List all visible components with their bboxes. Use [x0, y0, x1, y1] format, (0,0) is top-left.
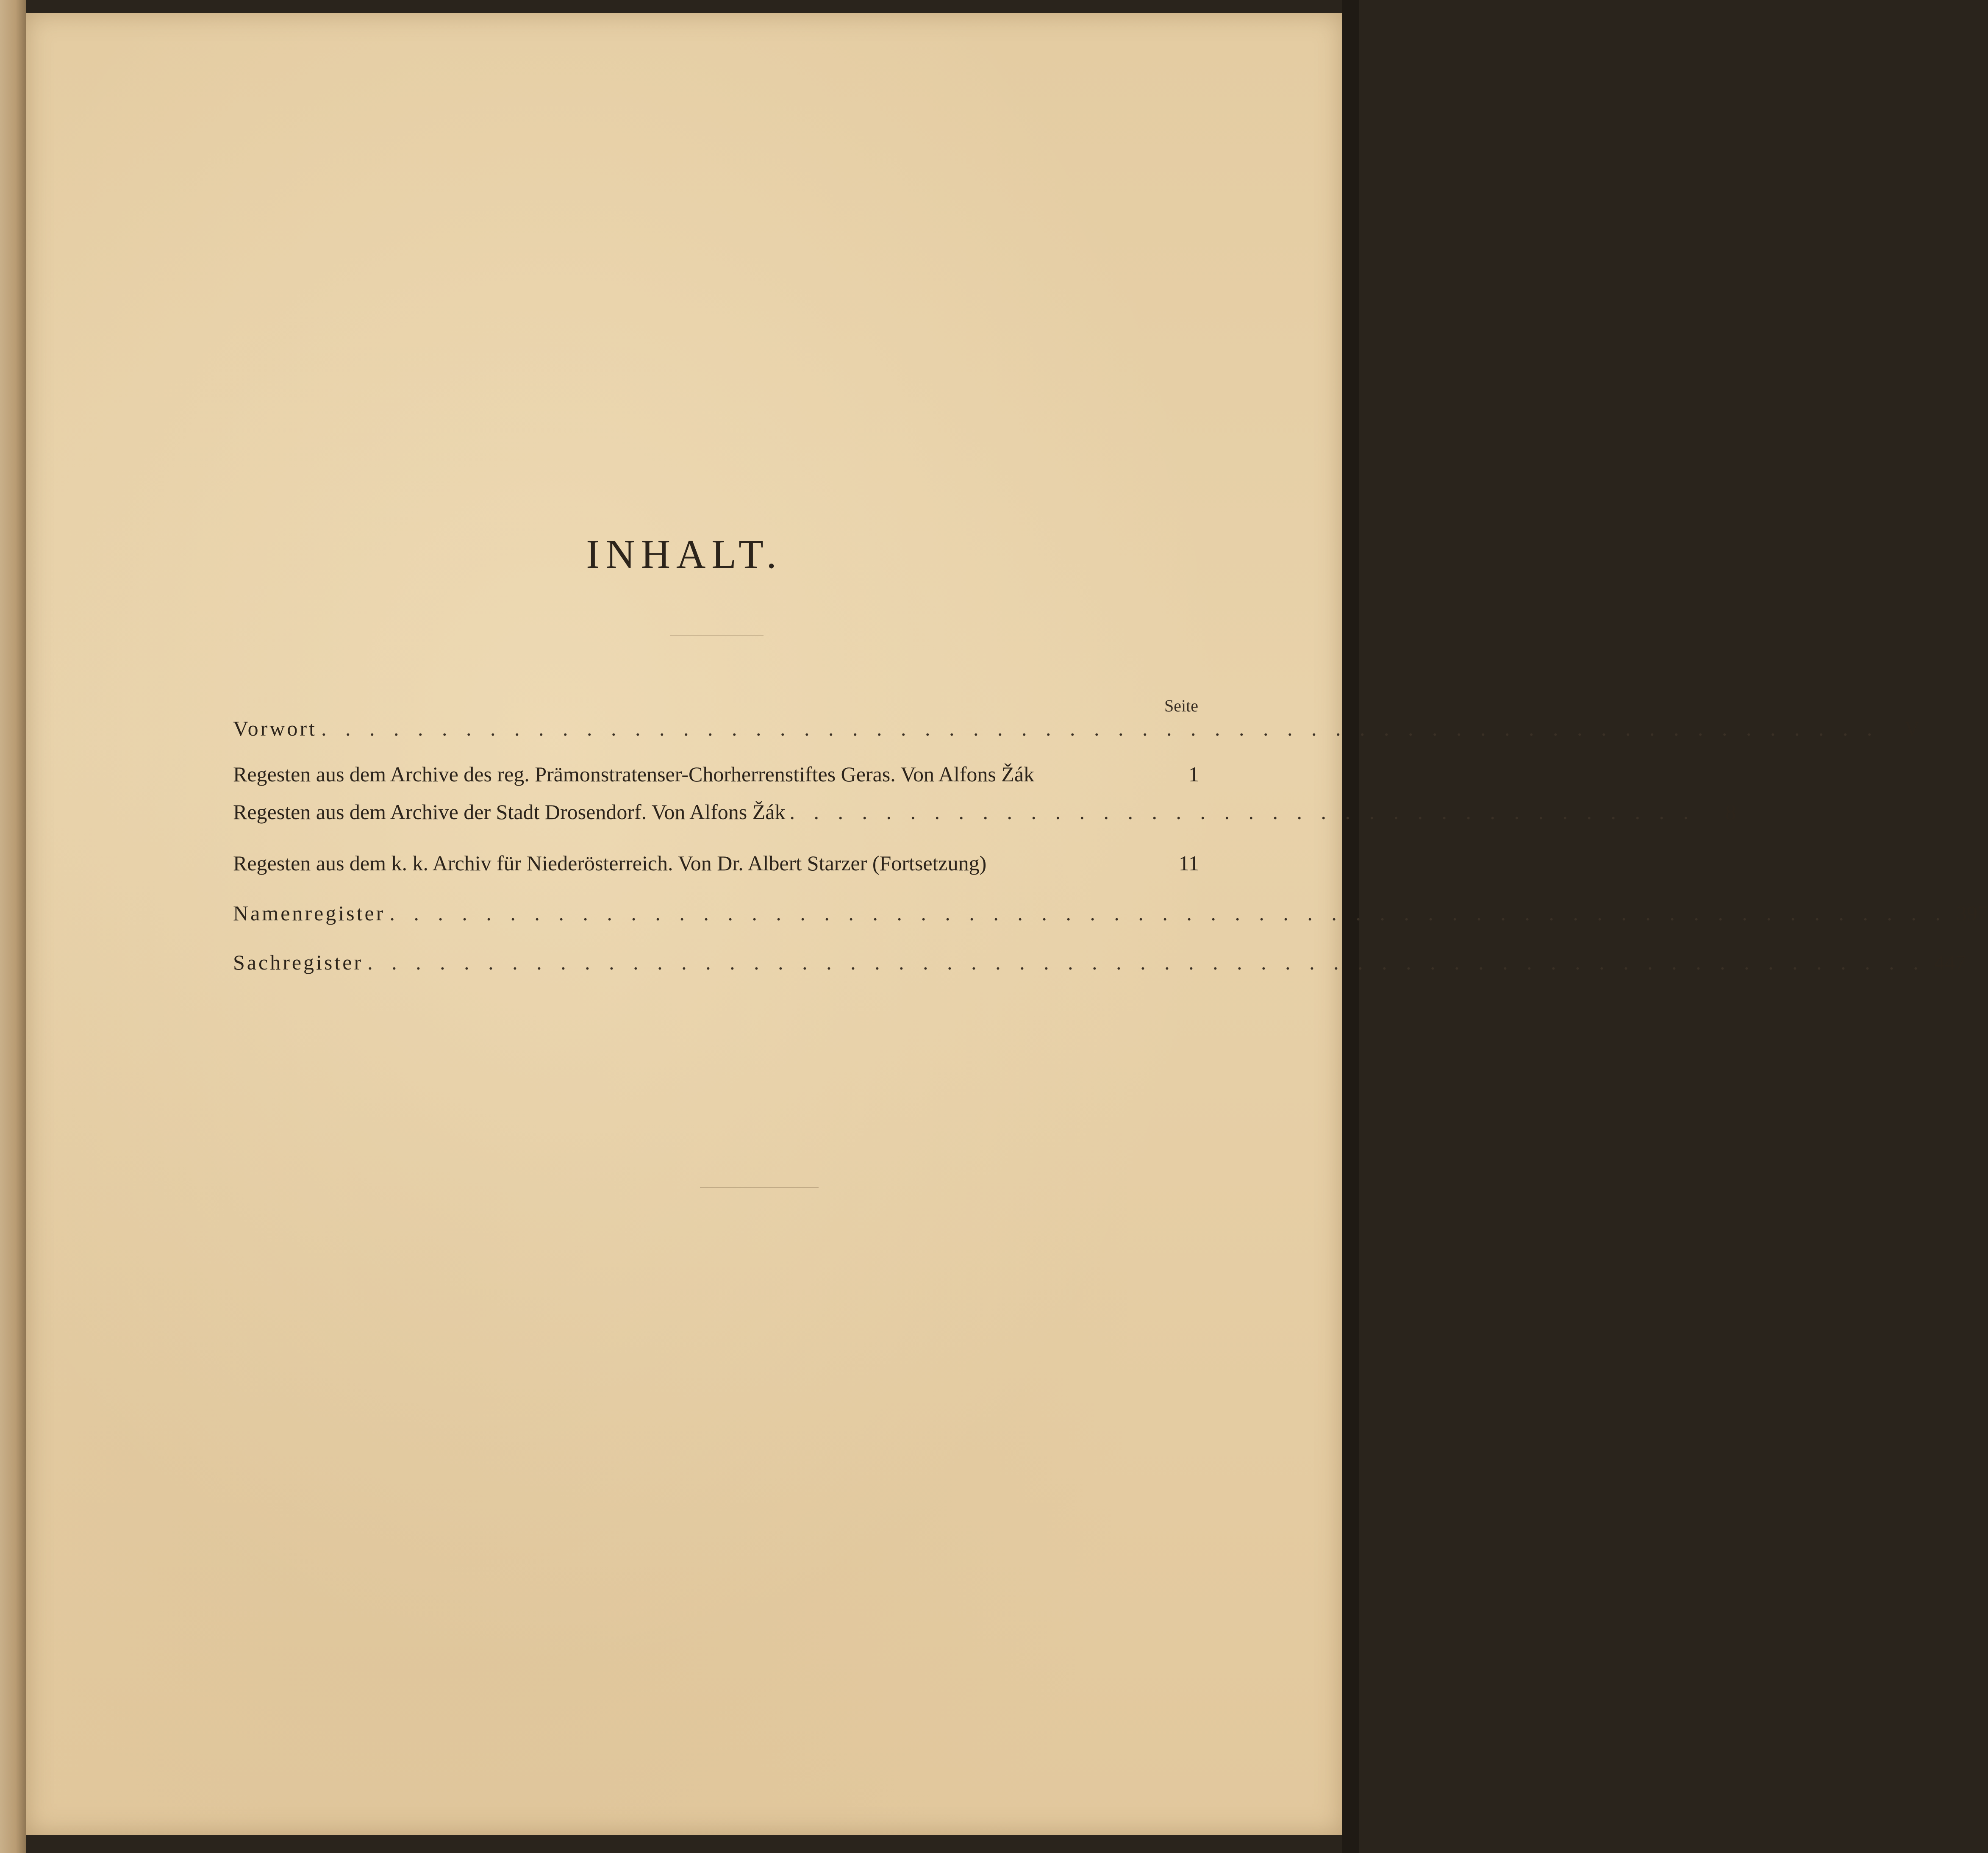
- toc-entry-label: Regesten aus dem Archive des reg. Prämonstratenser-Chorherrenstiftes Geras. Von Alfons Žák: [233, 762, 1035, 786]
- toc-dot-leader: . . . . . . . . . . . . . . . . . . . . . . . . . . . . . . . . . . . . . . . . . . . . . . . . . . . . . . . . . . . . . . . . .: [367, 950, 1925, 974]
- table-of-contents: [233, 716, 1988, 974]
- toc-entry-sachregister: [233, 950, 1966, 975]
- toc-entry-vorwort: [233, 716, 1920, 742]
- book-binding-right: [1342, 0, 1359, 1853]
- decorative-rule-top: [670, 635, 764, 636]
- toc-entry-label: Sachregister: [233, 950, 364, 974]
- toc-entry-label: Regesten aus dem Archive der Stadt Drosendorf. Von Alfons Žák: [233, 800, 786, 824]
- toc-entry-page: 8: [1725, 800, 1736, 824]
- book-binding-left: [0, 0, 26, 1853]
- toc-entry-page: 447: [1934, 950, 1966, 974]
- toc-entry-page: 397: [1956, 901, 1988, 925]
- toc-entry-niederoesterreich: [233, 851, 1199, 876]
- toc-dot-leader: . . . . . . . . . . . . . . . . . . . . . . . . . . . . . . . . . . . . . . . . . . . . . . . . . . . . . . . . . . . . . . . . .: [389, 901, 1947, 925]
- page-column-header: Seite: [1164, 696, 1198, 715]
- toc-entry-geras: [233, 762, 1199, 787]
- toc-entry-label: Vorwort: [233, 717, 317, 740]
- toc-entry-label: Namenregister: [233, 901, 386, 925]
- toc-entry-label: Regesten aus dem k. k. Archiv für Niederösterreich. Von Dr. Albert Starzer (Fortsetzung): [233, 851, 987, 875]
- toc-dot-leader: . . . . . . . . . . . . . . . . . . . . . . . . . . . . . . . . . . . . . .: [789, 800, 1695, 824]
- decorative-rule-bottom: [700, 1187, 819, 1188]
- book-page: [26, 13, 1988, 1835]
- toc-entry-page: V: [1904, 717, 1920, 740]
- toc-entry-page: 11: [1178, 851, 1199, 875]
- toc-entry-drosendorf: [233, 800, 1736, 825]
- page-title: INHALT.: [586, 531, 783, 577]
- toc-entry-namenregister: [233, 901, 1988, 926]
- toc-entry-page: 1: [1188, 762, 1199, 786]
- toc-dot-leader: . . . . . . . . . . . . . . . . . . . . . . . . . . . . . . . . . . . . . . . . . . . . . . . . . . . . . . . . . . . . . . . . .: [321, 717, 1879, 740]
